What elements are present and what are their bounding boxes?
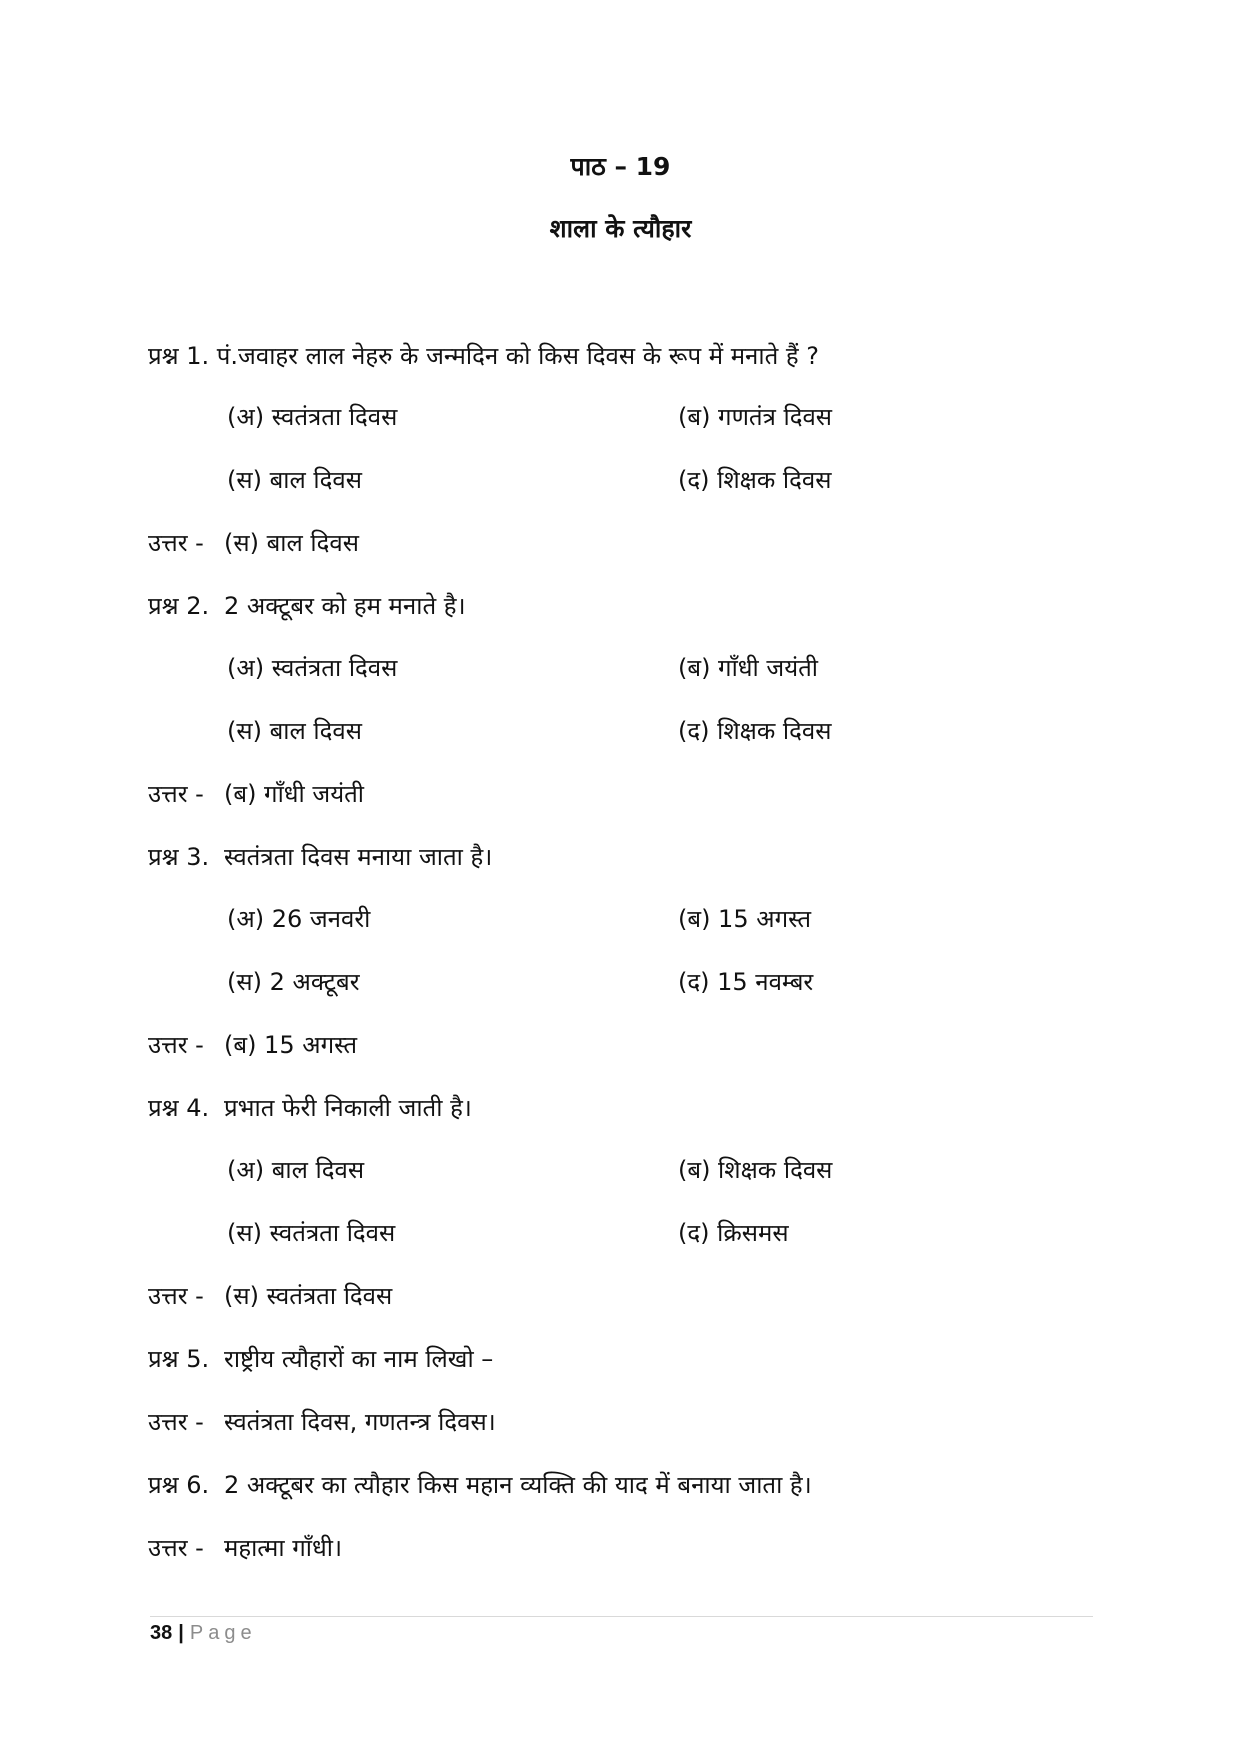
page-word: Page (189, 1622, 257, 1644)
page-footer (150, 1623, 257, 1643)
answer-5 (148, 1410, 496, 1434)
lesson-number: पाठ – 19 (570, 152, 671, 181)
answer-2 (148, 782, 364, 806)
option-c: (स) बाल दिवस (227, 466, 362, 494)
option-b: (ब) 15 अगस्त (678, 905, 812, 933)
lesson-title: शाला के त्यौहार (549, 214, 692, 243)
answer-1 (148, 531, 359, 555)
question-text: पं.जवाहर लाल नेहरु के जन्मदिन को किस दिवस के रूप में मनाते हैं ? (216, 342, 820, 370)
answer-label: उत्तर - (148, 1031, 204, 1059)
question-text: प्रभात फेरी निकाली जाती है। (224, 1094, 472, 1122)
answer-6 (148, 1536, 342, 1560)
question-text: 2 अक्टूबर का त्यौहार किस महान व्यक्ति की याद में बनाया जाता है। (224, 1471, 812, 1499)
answer-label: उत्तर - (148, 529, 204, 557)
option-a: (अ) स्वतंत्रता दिवस (227, 654, 398, 682)
answer-text: (ब) गाँधी जयंती (224, 780, 365, 808)
option-b: (ब) गणतंत्र दिवस (678, 403, 833, 431)
question-label: प्रश्न 6. (148, 1471, 210, 1499)
answer-text: (स) बाल दिवस (224, 529, 359, 557)
question-label: प्रश्न 5. (148, 1345, 210, 1373)
question-label: प्रश्न 4. (148, 1094, 210, 1122)
question-text: राष्ट्रीय त्यौहारों का नाम लिखो – (224, 1345, 494, 1373)
question-2 (148, 594, 466, 618)
option-a: (अ) बाल दिवस (227, 1156, 365, 1184)
option-c: (स) बाल दिवस (227, 717, 362, 745)
question-4 (148, 1096, 472, 1120)
footer-divider (150, 1616, 1093, 1617)
question-text: 2 अक्टूबर को हम मनाते है। (224, 592, 466, 620)
question-1 (148, 344, 819, 368)
answer-text: (स) स्वतंत्रता दिवस (224, 1282, 393, 1310)
footer-separator: | (178, 1622, 184, 1644)
option-a: (अ) स्वतंत्रता दिवस (227, 403, 398, 431)
option-d: (द) 15 नवम्बर (678, 968, 814, 996)
option-d: (द) शिक्षक दिवस (678, 466, 832, 494)
answer-3 (148, 1033, 357, 1057)
answer-label: उत्तर - (148, 1408, 204, 1436)
option-c: (स) स्वतंत्रता दिवस (227, 1219, 396, 1247)
page-number: 38 (150, 1622, 173, 1644)
answer-label: उत्तर - (148, 1282, 204, 1310)
question-label: प्रश्न 2. (148, 592, 210, 620)
answer-label: उत्तर - (148, 1534, 204, 1562)
option-a: (अ) 26 जनवरी (227, 905, 371, 933)
option-b: (ब) गाँधी जयंती (678, 654, 819, 682)
answer-text: (ब) 15 अगस्त (224, 1031, 358, 1059)
answer-4 (148, 1284, 392, 1308)
option-c: (स) 2 अक्टूबर (227, 968, 360, 996)
answer-text: स्वतंत्रता दिवस, गणतन्त्र दिवस। (224, 1408, 496, 1436)
option-b: (ब) शिक्षक दिवस (678, 1156, 833, 1184)
question-3 (148, 845, 492, 869)
question-6 (148, 1473, 812, 1497)
answer-label: उत्तर - (148, 780, 204, 808)
option-d: (द) क्रिसमस (678, 1219, 789, 1247)
question-label: प्रश्न 1. (148, 342, 210, 370)
answer-text: महात्मा गाँधी। (224, 1534, 343, 1562)
question-text: स्वतंत्रता दिवस मनाया जाता है। (224, 843, 493, 871)
question-5 (148, 1347, 493, 1371)
question-label: प्रश्न 3. (148, 843, 210, 871)
option-d: (द) शिक्षक दिवस (678, 717, 832, 745)
